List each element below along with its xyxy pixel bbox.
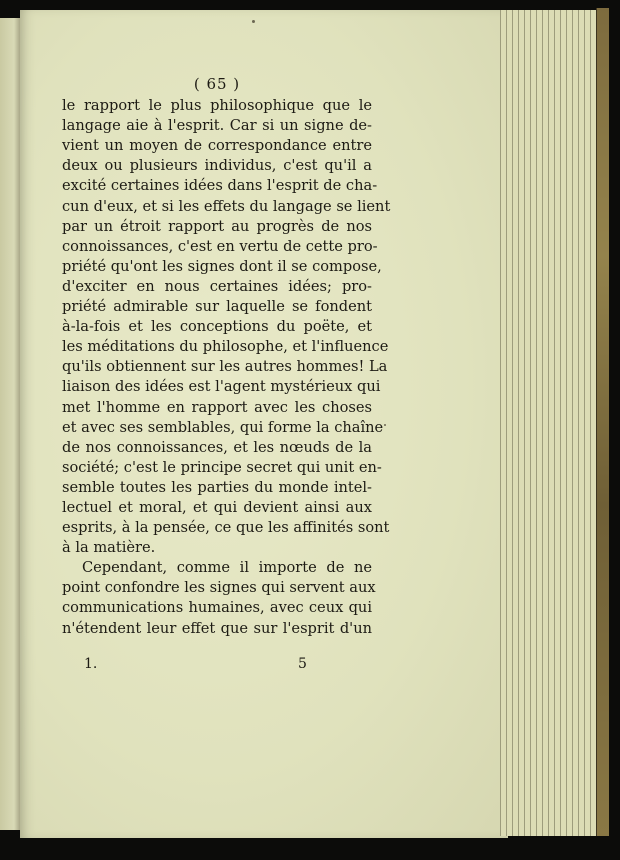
text-line: semble toutes les parties du monde intel-	[62, 478, 372, 496]
text-line: qu'ils obtiennent sur les autres hommes! La	[62, 358, 388, 376]
text-line: excité certaines idées dans l'esprit de cha-	[62, 177, 378, 195]
text-line: à-la-fois et les conceptions du poëte, et	[62, 318, 372, 336]
text-line: met l'homme en rapport avec les choses	[62, 398, 372, 416]
signature-mark: 1.	[84, 656, 98, 672]
text-line: à la matière.	[62, 539, 156, 557]
text-line: d'exciter en nous certaines idées; pro-	[62, 277, 372, 295]
page-edges	[500, 10, 608, 836]
page-text	[62, 74, 391, 639]
text-line: point confondre les signes qui servent aux	[62, 579, 376, 597]
text-line: les méditations du philosophe, et l'influence	[62, 338, 389, 356]
text-line: connoissances, c'est en vertu de cette pro-	[62, 237, 378, 255]
text-line: par un étroit rapport au progrès de nos	[62, 217, 372, 235]
text-line: société; c'est le principe secret qui unit en-	[62, 458, 382, 476]
text-line: de nos connoissances, et les nœuds de la	[62, 438, 372, 456]
text-line: deux ou plusieurs individus, c'est qu'il a	[62, 157, 372, 175]
text-line: le rapport le plus philosophique que le	[62, 97, 372, 115]
text-line: n'étendent leur effet que sur l'esprit d'un	[62, 619, 372, 637]
page-number: ( 65 )	[193, 75, 241, 93]
paper-speck	[252, 20, 255, 23]
text-line: lectuel et moral, et qui devient ainsi aux	[62, 498, 372, 516]
text-line: et avec ses semblables, qui forme la chaîne	[62, 418, 384, 436]
text-line: esprits, à la pensée, ce que les affinités sont	[62, 519, 390, 537]
text-line: liaison des idées est l'agent mystérieux qui	[62, 378, 381, 396]
paper-speck	[384, 424, 386, 426]
text-line: vient un moyen de correspondance entre	[62, 137, 372, 155]
signature-number: 5	[298, 656, 307, 672]
text-line: Cependant, comme il importe de ne	[82, 559, 372, 577]
facing-page-edge	[0, 18, 21, 830]
text-line: priété admirable sur laquelle se fondent	[62, 298, 372, 316]
text-line: communications humaines, avec ceux qui	[62, 599, 372, 617]
book-cover-edge	[596, 8, 609, 836]
text-line: langage aie à l'esprit. Car si un signe de-	[62, 117, 372, 135]
text-line: cun d'eux, et si les effets du langage se lient	[62, 197, 391, 215]
text-line: priété qu'ont les signes dont il se compose,	[62, 257, 382, 275]
